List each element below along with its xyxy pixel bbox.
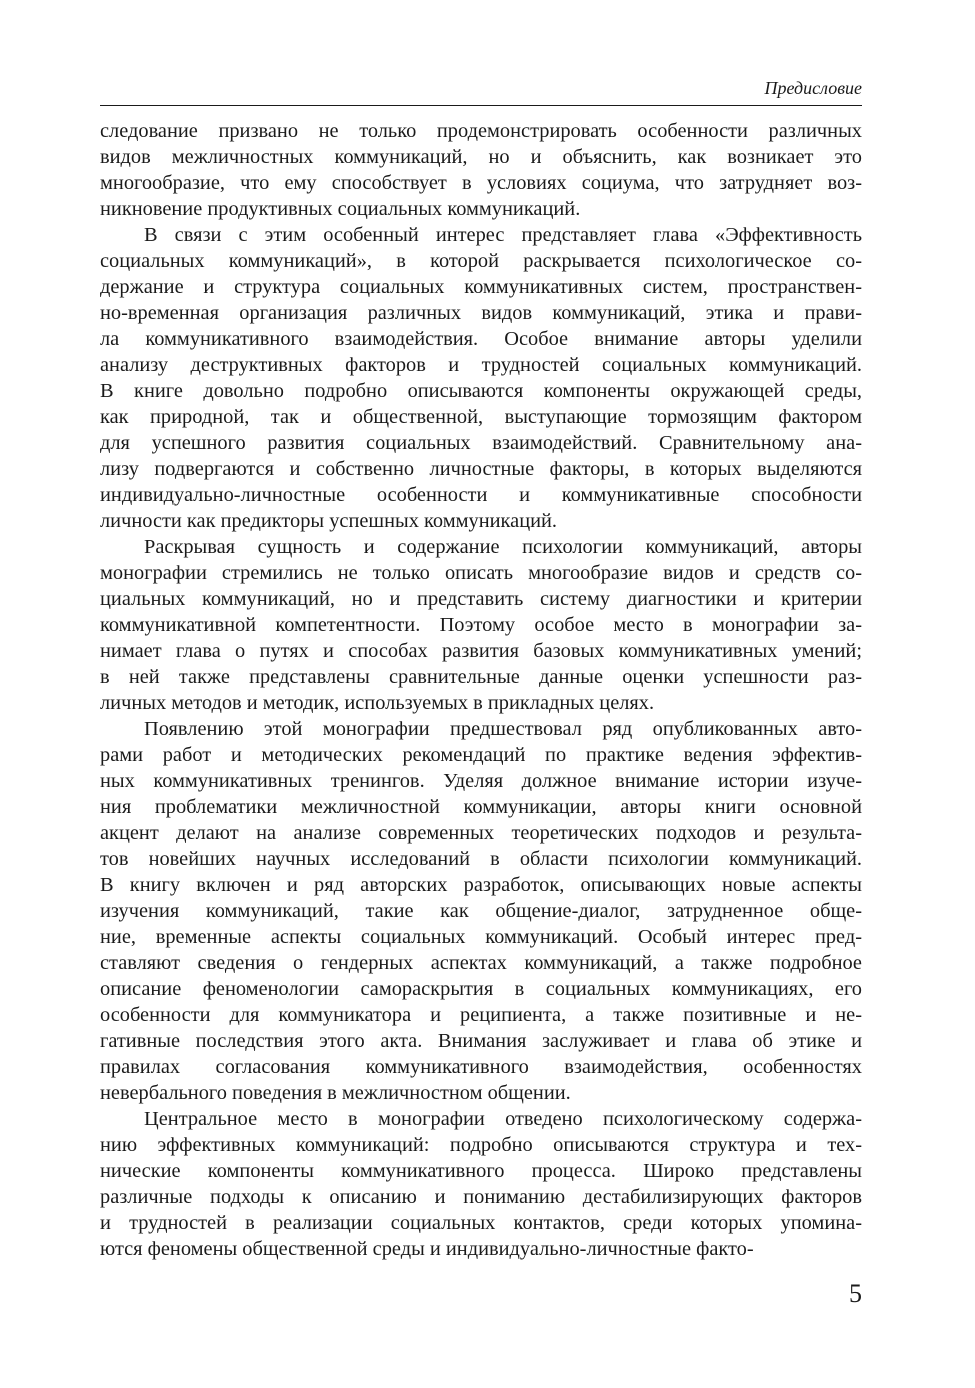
- text-line: Появлению этой монографии предшествовал ряд опубликованных авто-: [144, 718, 862, 740]
- text-line: тов новейших научных исследований в области психологии коммуникаций.: [100, 848, 862, 870]
- text-line: социальных коммуникаций», в которой раскрывается психологическое со-: [100, 250, 862, 272]
- text-line: многообразие, что ему способствует в условиях социума, что затрудняет воз-: [100, 172, 862, 194]
- text-line: ются феномены общественной среды и индивидуально-личностные факто-: [100, 1238, 754, 1260]
- text-line: личных методов и методик, используемых в прикладных целях.: [100, 692, 655, 714]
- text-line: В книге довольно подробно описываются компоненты окружающей среды,: [100, 380, 862, 402]
- header-rule: [100, 105, 862, 106]
- body-text: [100, 118, 862, 1262]
- paragraph: [100, 118, 862, 222]
- page-number: 5: [849, 1279, 862, 1308]
- text-line: различные подходы к описанию и пониманию дестабилизирующих факторов: [100, 1186, 862, 1208]
- text-line: и трудностей в реализации социальных контактов, среди которых упомина-: [100, 1212, 862, 1234]
- paragraph: [100, 534, 862, 716]
- text-line: невербального поведения в межличностном общении.: [100, 1082, 571, 1104]
- text-line: держание и структура социальных коммуникативных систем, пространствен-: [100, 276, 862, 298]
- text-line: коммуникативной компетентности. Поэтому особое место в монографии за-: [100, 614, 862, 636]
- text-line: описание феноменологии самораскрытия в социальных коммуникациях, его: [100, 978, 862, 1000]
- text-line: в ней также представлены сравнительные данные оценки успешности раз-: [100, 666, 862, 688]
- text-line: анализу деструктивных факторов и трудностей социальных коммуникаций.: [100, 354, 862, 376]
- text-line: ние, временные аспекты социальных коммуникаций. Особый интерес пред-: [100, 926, 862, 948]
- text-line: для успешного развития социальных взаимодействий. Сравнительному ана-: [100, 432, 862, 454]
- paragraph: [100, 222, 862, 534]
- text-line: Раскрывая сущность и содержание психологии коммуникаций, авторы: [144, 536, 862, 558]
- text-line: ставляют сведения о гендерных аспектах коммуникаций, а также подробное: [100, 952, 862, 974]
- text-line: особенности для коммуникатора и реципиента, а также позитивные и не-: [100, 1004, 862, 1026]
- text-line: ла коммуникативного взаимодействия. Особое внимание авторы уделили: [100, 328, 862, 350]
- text-line: изучения коммуникаций, такие как общение-диалог, затрудненное обще-: [100, 900, 862, 922]
- text-line: акцент делают на анализе современных теоретических подходов и результа-: [100, 822, 862, 844]
- text-line: ния проблематики межличностной коммуникации, авторы книги основной: [100, 796, 862, 818]
- text-line: циальных коммуникаций, но и представить систему диагностики и критерии: [100, 588, 862, 610]
- text-line: никновение продуктивных социальных коммуникаций.: [100, 198, 581, 220]
- text-line: индивидуально-личностные особенности и коммуникативные способности: [100, 484, 862, 506]
- paragraph: [100, 716, 862, 1106]
- text-line: гативные последствия этого акта. Внимания заслуживает и глава об этике и: [100, 1030, 862, 1052]
- text-line: следование призвано не только продемонстрировать особенности различных: [100, 120, 862, 142]
- running-title: Предисловие: [764, 78, 862, 98]
- text-line: нию эффективных коммуникаций: подробно описываются структура и тех-: [100, 1134, 862, 1156]
- text-line: лизу подвергаются и собственно личностные факторы, в которых выделяются: [100, 458, 862, 480]
- text-line: В связи с этим особенный интерес представляет глава «Эффективность: [144, 224, 862, 246]
- text-line: нические компоненты коммуникативного процесса. Широко представлены: [100, 1160, 862, 1182]
- text-line: В книгу включен и ряд авторских разработок, описывающих новые аспекты: [100, 874, 862, 896]
- text-line: как природной, так и общественной, выступающие тормозящим фактором: [100, 406, 862, 428]
- paragraph: [100, 1106, 862, 1262]
- text-line: монографии стремились не только описать многообразие видов и средств со-: [100, 562, 862, 584]
- text-line: но-временная организация различных видов коммуникаций, этика и прави-: [100, 302, 862, 324]
- text-line: Центральное место в монографии отведено психологическому содержа-: [144, 1108, 862, 1130]
- text-line: видов межличностных коммуникаций, но и объяснить, как возникает это: [100, 146, 862, 168]
- text-line: ных коммуникативных тренингов. Уделяя должное внимание истории изуче-: [100, 770, 862, 792]
- text-line: рами работ и методических рекомендаций по практике ведения эффектив-: [100, 744, 862, 766]
- text-line: нимает глава о путях и способах развития базовых коммуникативных умений;: [100, 640, 862, 662]
- text-line: правилах согласования коммуникативного взаимодействия, особенностях: [100, 1056, 862, 1078]
- text-line: личности как предикторы успешных коммуникаций.: [100, 510, 558, 532]
